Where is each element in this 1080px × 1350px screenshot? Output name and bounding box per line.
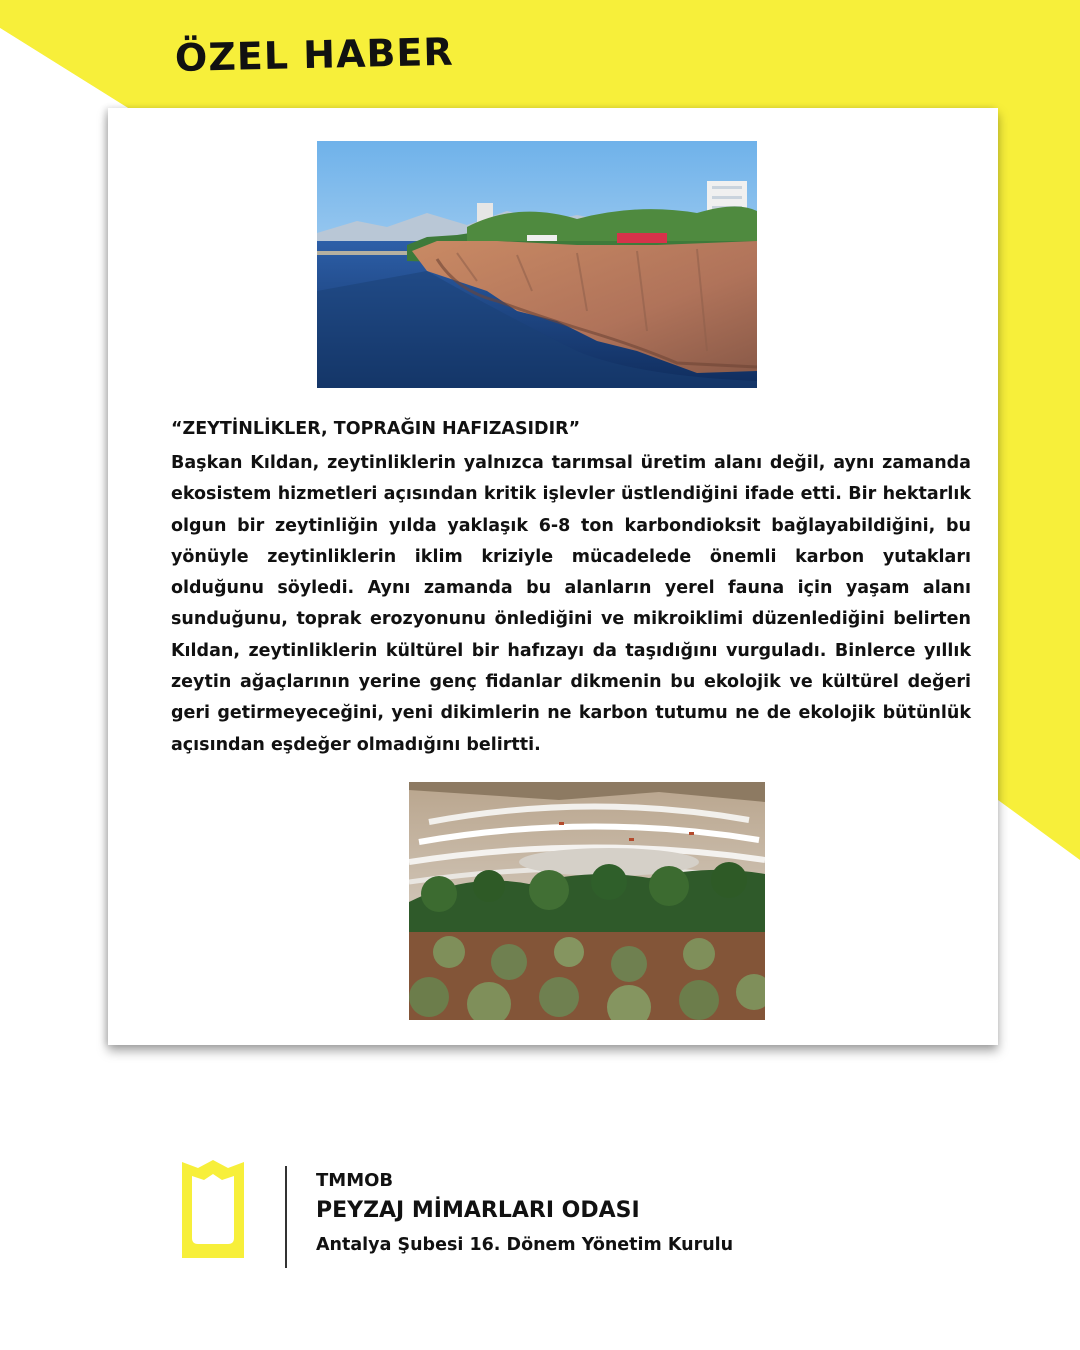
- coastal-cliffs-illustration: [317, 141, 757, 388]
- chamber-logo: [180, 1158, 246, 1260]
- article-body: Başkan Kıldan, zeytinliklerin yalnızca tarımsal üretim alanı değil, aynı zamanda ekosistem hizmetleri açısından kritik işlevler üstlendiğini ifade etti. Bir hektarlık olgun bir zeytinliğin yılda yaklaşık 6-8 ton karbondioksit bağlayabildiğini, bu yönüyle zeytinliklerin iklim kriziyle mücadelede önemli karbon yutakları olduğunu söyledi. Aynı zamanda bu alanların yerel fauna için yaşam alanı sunduğunu, toprak erozyonunu önlediğini ve mikroiklimi düzenlediğini belirten Kıldan, zeytinliklerin kültürel bir hafızayı da taşıdığını vurguladı. Binlerce yıllık zeytin ağaçlarının yerine genç fidanlar dikmenin bu ekolojik ve kültürel değeri geri getirmeyeceğini, yeni dikimlerin ne karbon tutumu ne de ekolojik bütünlük açısından eşdeğer olmadığını belirtti.: [171, 453, 971, 755]
- org-branch: Antalya Şubesi 16. Dönem Yönetim Kurulu: [316, 1235, 734, 1255]
- org-abbreviation: TMMOB: [316, 1170, 394, 1191]
- footer-divider: [285, 1166, 287, 1268]
- quarry-olive-grove-photo: [409, 782, 765, 1020]
- page-title: ÖZEL HABER: [174, 29, 455, 80]
- article-card: [108, 108, 998, 1045]
- article-subheading: “ZEYTİNLİKLER, TOPRAĞIN HAFIZASIDIR”: [171, 419, 581, 439]
- quarry-olive-grove-illustration: [409, 782, 765, 1020]
- org-name: PEYZAJ MİMARLARI ODASI: [316, 1198, 640, 1223]
- coastal-cliffs-photo: [317, 141, 757, 388]
